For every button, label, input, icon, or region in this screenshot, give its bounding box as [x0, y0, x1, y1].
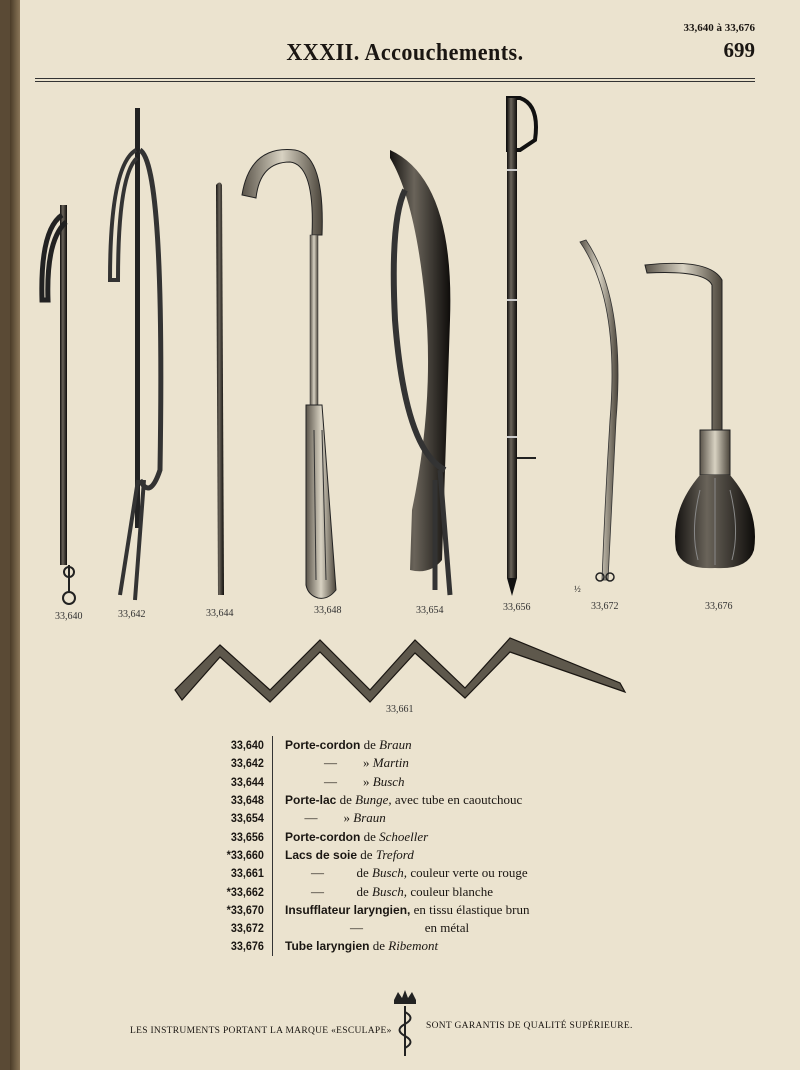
item-list — [200, 736, 620, 956]
porte-lac-braun-drawing — [390, 150, 450, 595]
caption-33656: 33,656 — [503, 602, 531, 613]
description-part: en tissu élastique brun — [410, 901, 530, 917]
description-part: Porte-cordon — [285, 738, 361, 753]
item-description — [272, 809, 386, 827]
item-description — [272, 901, 530, 919]
porte-cordon-schoeller-drawing — [507, 98, 536, 596]
item-number: 33,661 — [230, 866, 264, 881]
item-number: 33,642 — [230, 756, 264, 771]
description-part: Busch, — [372, 865, 408, 881]
list-item — [200, 736, 620, 754]
footer-left-text: LES INSTRUMENTS PORTANT LA MARQUE «ESCULAPE» — [130, 1026, 392, 1036]
caption-33648: 33,648 — [314, 605, 342, 616]
description-part: Porte-lac — [285, 793, 337, 808]
list-item — [200, 791, 620, 809]
description-part: Insufflateur laryngien, — [285, 902, 411, 917]
porte-cordon-martin-drawing — [110, 108, 161, 600]
list-item — [200, 809, 620, 827]
porte-cordon-braun-drawing — [42, 205, 75, 604]
item-description — [272, 864, 528, 882]
description-part: Braun — [379, 737, 412, 753]
description-part: Schoeller — [379, 828, 429, 844]
description-part: Braun — [353, 810, 386, 826]
description-part: de — [336, 792, 356, 808]
description-part: couleur verte ou rouge — [407, 865, 528, 881]
item-description — [272, 773, 405, 791]
porte-cordon-busch-drawing — [216, 183, 224, 596]
item-description — [272, 919, 469, 937]
description-part: — » — [285, 755, 373, 771]
description-part: Lacs de soie — [285, 847, 358, 862]
description-part: — en métal — [285, 920, 470, 936]
description-part: — de — [285, 883, 373, 899]
item-description — [272, 846, 414, 864]
description-part: — de — [285, 865, 373, 881]
footer-right-text: SONT GARANTIS DE QUALITÉ SUPÉRIEURE. — [426, 1021, 633, 1031]
description-part: avec tube en caoutchouc — [391, 792, 523, 808]
item-description — [272, 736, 412, 754]
item-number: 33,644 — [230, 774, 264, 789]
item-description — [272, 882, 493, 900]
description-part: — » — [285, 773, 373, 789]
description-part: Martin — [372, 755, 409, 771]
esculape-logo — [388, 988, 422, 1060]
caption-33661: 33,661 — [386, 704, 414, 715]
caption-33644: 33,644 — [206, 608, 234, 619]
description-part: de — [357, 846, 376, 862]
item-number: *33,660 — [226, 847, 264, 862]
description-part: couleur blanche — [407, 883, 493, 899]
item-number: *33,662 — [226, 884, 264, 899]
list-item — [200, 846, 620, 864]
item-description — [272, 827, 428, 845]
porte-lac-bunge-drawing — [242, 150, 336, 599]
description-part: — » — [285, 810, 354, 826]
instrument-illustrations — [10, 0, 800, 730]
description-part: de — [369, 938, 389, 954]
item-number: 33,648 — [230, 793, 264, 808]
page-title: XXXII. Accouchements. — [286, 40, 524, 66]
description-part: Treford — [375, 846, 414, 862]
list-item — [200, 901, 620, 919]
description-part: Busch, — [372, 883, 408, 899]
caption-33654: 33,654 — [416, 605, 444, 616]
item-number: 33,640 — [230, 738, 264, 753]
description-part: Porte-cordon — [285, 829, 361, 844]
item-range: 33,640 à 33,676 — [683, 22, 755, 34]
item-description — [272, 754, 409, 772]
list-item — [200, 937, 620, 955]
caption-33676: 33,676 — [705, 601, 733, 612]
description-part: Ribemont — [388, 938, 439, 954]
insufflateur-metal-drawing — [574, 240, 618, 594]
list-item — [200, 827, 620, 845]
item-number: 33,654 — [230, 811, 264, 826]
description-part: Bunge, — [355, 792, 392, 808]
list-item — [200, 754, 620, 772]
lacs-de-soie-busch-drawing — [175, 638, 625, 702]
scale-mark: ½ — [574, 584, 581, 594]
page-number: 699 — [723, 38, 755, 62]
list-item — [200, 864, 620, 882]
item-number: 33,672 — [230, 921, 264, 936]
caption-33672: 33,672 — [591, 601, 619, 612]
description-part: Tube laryngien — [285, 939, 370, 954]
list-item — [200, 773, 620, 791]
catalog-page — [10, 0, 800, 1070]
item-number: *33,670 — [226, 902, 264, 917]
item-number: 33,656 — [230, 829, 264, 844]
item-description — [272, 791, 522, 809]
caption-33642: 33,642 — [118, 609, 146, 620]
description-part: Busch — [372, 773, 405, 789]
description-part: de — [360, 828, 380, 844]
list-item — [200, 882, 620, 900]
tube-laryngien-ribemont-drawing — [645, 263, 755, 568]
list-item — [200, 919, 620, 937]
item-number: 33,676 — [230, 939, 264, 954]
description-part: de — [360, 737, 380, 753]
caption-33640: 33,640 — [55, 611, 83, 622]
item-description — [272, 937, 438, 955]
